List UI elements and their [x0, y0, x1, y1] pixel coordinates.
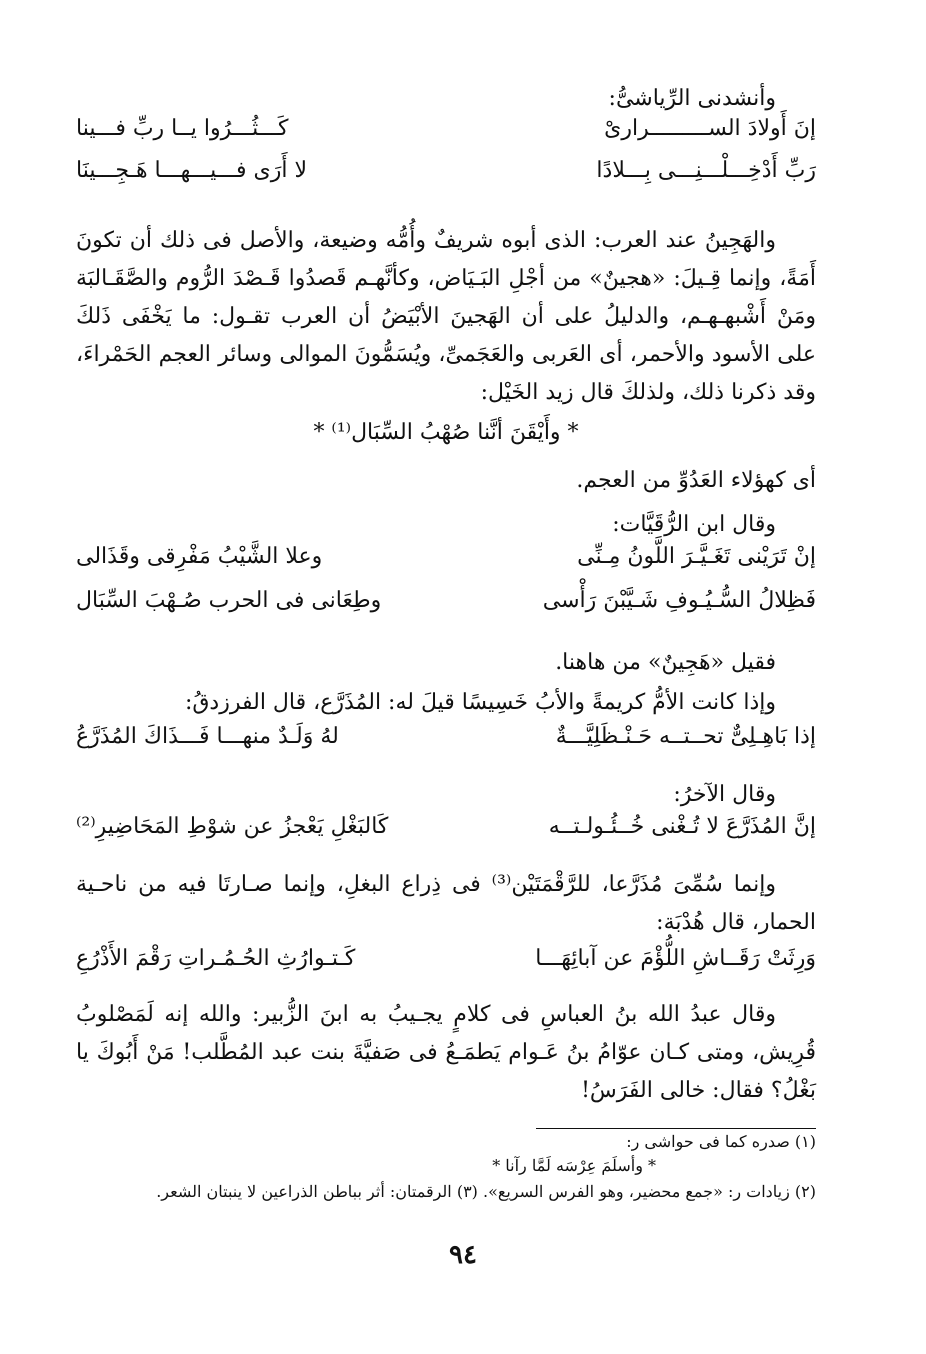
paragraph-enemies: أى كهؤلاء العَدُوِّ من العجم.	[576, 468, 816, 493]
verse-3-second-hemistich: وعلا الشَّيْبُ مَفْرِقى وقَذَالى	[76, 544, 323, 569]
verse-4-second-hemistich: وطِعَانى فى الحرب صُـهْبَ السِّبَال	[76, 588, 382, 613]
page-number: ٩٤	[449, 1240, 477, 1270]
verse-3	[76, 544, 816, 584]
verse-2	[76, 158, 816, 198]
footnote-separator	[536, 1128, 816, 1129]
footnote-1-verse: * وأسلَمَ عِرْسَه لَمَّا رآنا *	[492, 1156, 656, 1175]
verse-2-first-hemistich: رَبِّ أَدْخِـــلْـــنِـــى بِـــلادًا	[596, 158, 816, 183]
paragraph-another: وقال الآخرُ:	[673, 782, 776, 807]
intro-line: وأنشدنى الرِّياشىُّ:	[608, 86, 776, 111]
verse-1-first-hemistich: إنَ أَولادَ الســـــــــرارىْ	[604, 116, 816, 141]
paragraph-raqmatayn: وإنما سُمِّىَ مُذَرَّعا، للرَّقْمَتَيْن⁽³⁾ فى ذِراع البغلِ، وإنما صـارتَا فيه من ناحـية الحمار، قال هُدْبَة:	[76, 872, 816, 935]
verse-4	[76, 588, 816, 628]
verse-5-second-hemistich: لهُ وَلَـدٌ منهـــا فَـــذَاكَ المُذَرَّعُ	[76, 724, 339, 749]
verse-5-first-hemistich: إذا بَاهِـلِىٌّ تحــتــه حَـنْـظَلِيَّـــةٌ	[555, 724, 816, 749]
verse-7-first-hemistich: وَرِثَتْ رَقَــاشِ اللُّؤْمَ عن آبائِهَـــا	[535, 946, 816, 971]
verse-5	[76, 724, 816, 764]
verse-1-second-hemistich: كَـــثُـــرُوا يــا ربِّ فـــينا	[76, 116, 289, 141]
footnote-1: (١) صدره كما فى حواشى ر:	[626, 1132, 816, 1151]
hemistich-zayd-alkhayl: * وأَيْقَنَ أنَّنا صُهْبُ السِّبَال⁽¹⁾ *	[313, 420, 579, 445]
paragraph-ibn-ruqayyat: وقال ابن الرُّقَيَّات:	[612, 512, 776, 537]
paragraph-mudharra: وإذا كانت الأمُّ كريمةً والأبُ خَسِيسًا قيلَ له: المُذَرَّع، قال الفرزدقُ:	[184, 690, 776, 715]
verse-2-second-hemistich: لا أَرَى فـــيـــهـــا هَـجِـــينَا	[76, 158, 308, 183]
verse-3-first-hemistich: إنْ تَرَيْنى تَغَـيَّـرَ اللَّونُ مِـنِّى	[577, 544, 816, 569]
verse-6-second-hemistich: كَالبَغْلِ يَعْجزُ عن شوْطِ المَحَاضِيرِ⁽²⁾	[76, 814, 389, 839]
verse-7	[76, 946, 816, 986]
verse-6	[76, 814, 816, 854]
paragraph-ibn-abbas: وقال عبدُ الله بنُ العباسِ فى كلامٍ يجـيبُ به ابنَ الزُّبير: والله إنه لَمَصْلوبُ قُرِيش، ومتى كـان عوّامُ بنُ عَـوام يَطمَـعُ فى صَفيَّةَ بنت عبد المُطَّلب! مَنْ أَبُوكَ يا بَغْلُ؟ فقال: خالى الفَرَسُ!	[76, 1002, 816, 1103]
verse-7-second-hemistich: كَـتـوارُثِ الحُـمُـراتِ رَقْمَ الأَذْرُعِ	[76, 946, 356, 971]
verse-1	[76, 116, 816, 156]
verse-4-first-hemistich: فَظِلالُ السُّـيُـوفِ شَـيَّبْنَ رَأْسى	[542, 588, 816, 613]
paragraph-hajin: والهَجِينُ عند العرب: الذى أبوه شريفٌ وأُمُّه وضيعة، والأصل فى ذلك أن تكونَ أَمَةً، وإنما قِـيلَ: «هجينٌ» من أجْلِ البَـيَاض، وكأنَّهـم قَصدُوا قَـصْدَ الرُّوم والصَّقَـالبَة ومَنْ أَشْبهـهـم، والدليلُ على أن الهَجينَ الأبْيَضُ أن العرب تقـول: ما يَخْفَى ذَلكَ على الأسود والأحمر، أى العَربى والعَجَمىِّ، ويُسَمُّونَ الموالى وسائر العجم الحَمْراءَ، وقد ذكرنا ذلك، ولذلكَ قال زيد الخَيْل:	[76, 228, 816, 405]
paragraph-from-here: فقيل «هَجِينٌ» من هاهنا.	[555, 650, 776, 675]
verse-6-first-hemistich: إنَّ المُذَرَّعَ لا تُـغْنى خُــئُـولـتــه	[548, 814, 816, 839]
footnote-2-3: (٢) زيادات ر: «جمع محضير، وهو الفرس السريع». (٣) الرقمتان: أثر بباطن الذراعين لا ينبتان الشعر.	[156, 1182, 816, 1201]
